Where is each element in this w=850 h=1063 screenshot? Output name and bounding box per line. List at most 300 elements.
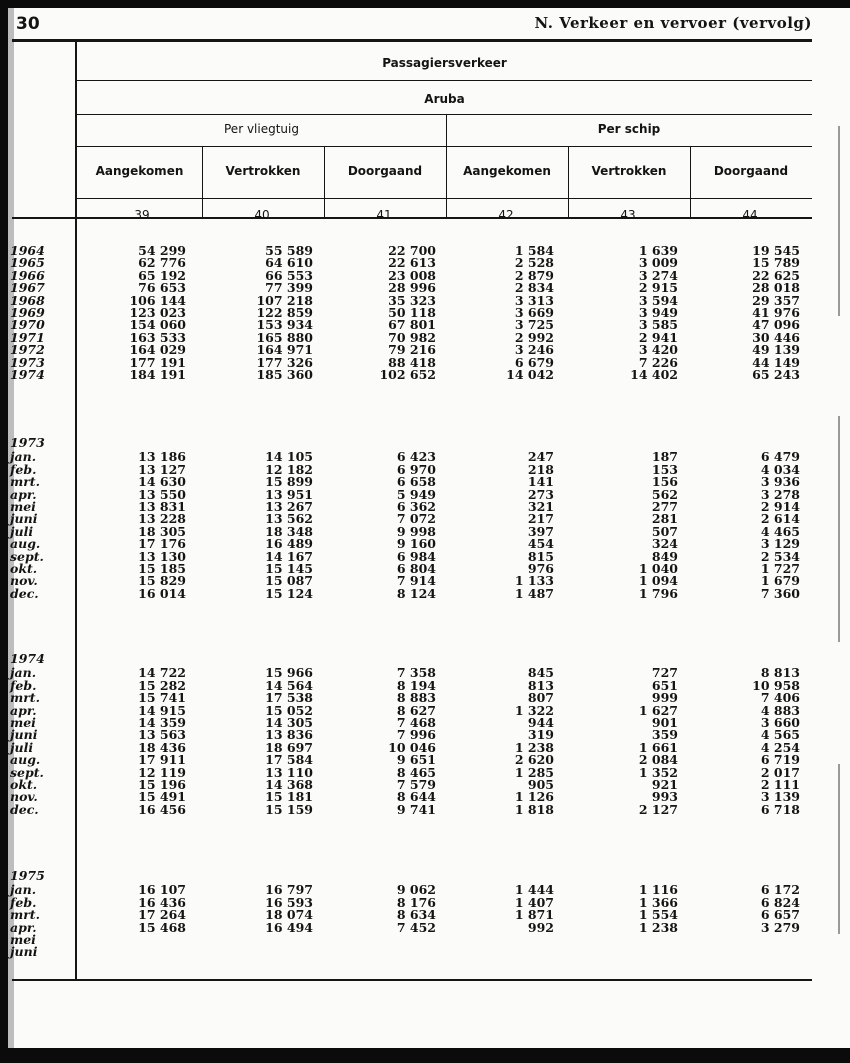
table-cell: 18 305 [138,523,186,539]
row-label: 1972 [10,342,45,358]
table-cell: 10 958 [752,677,800,693]
row-label: apr. [10,486,37,502]
table-cell: 14 305 [265,715,313,730]
table-cell: 18 348 [265,523,313,539]
row-label: nov. [10,573,38,589]
table-cell: 15 087 [265,573,313,589]
table-cell: 17 911 [138,752,186,768]
table-cell: 14 368 [265,777,313,792]
table-cell: 1 871 [514,907,554,923]
table-cell: 23 008 [388,267,436,283]
table-cell: 14 630 [138,474,186,490]
margin-bracket [826,416,840,642]
header-aruba: Aruba [424,92,465,106]
table-cell: 1 661 [638,739,678,755]
table-cell: 66 553 [265,267,313,283]
table-bottom-rule [12,979,812,981]
table-cell: 15 966 [265,665,313,681]
table-cell: 8 124 [396,585,436,601]
table-cell: 16 014 [138,585,186,601]
row-label: aug. [10,536,41,552]
document-page [8,8,850,1048]
col-number-43: 43 [620,208,636,222]
table-cell: 13 267 [265,499,313,514]
table-cell: 28 996 [388,280,436,296]
table-cell: 15 181 [265,789,313,805]
row-label: 1974 [10,367,45,382]
table-cell: 1 818 [514,801,554,817]
table-cell: 277 [651,499,678,514]
table-cell: 13 562 [265,511,313,527]
table-cell: 7 072 [396,511,436,527]
row-label: juni [10,727,38,743]
table-cell: 14 564 [265,677,313,693]
table-cell: 76 653 [138,280,186,296]
table-cell: 16 456 [138,801,186,817]
table-cell: 15 282 [138,677,186,693]
table-cell: 16 489 [265,536,313,552]
col-header-doorgaand-air: Doorgaand [347,164,423,178]
table-cell: 9 651 [396,752,436,768]
table-cell: 15 124 [265,585,313,601]
table-cell: 3 129 [760,536,800,552]
table-cell: 163 533 [129,329,186,345]
table-cell: 156 [651,474,678,490]
table-cell: 1 352 [638,764,678,780]
table-cell: 1 322 [514,702,554,718]
table-cell: 8 883 [396,690,436,706]
table-cell: 3 279 [760,919,800,935]
table-cell: 15 185 [138,561,186,576]
col-number-42: 42 [498,208,514,222]
table-cell: 397 [527,523,554,539]
table-cell: 15 145 [265,561,313,576]
col-divider-5 [690,146,691,218]
table-cell: 1 444 [514,882,554,898]
table-cell: 1 487 [514,585,554,601]
table-cell: 106 144 [129,292,186,308]
table-cell: 1 238 [638,919,678,935]
col-header-vertrokken-air: Vertrokken [225,164,301,178]
table-cell: 15 052 [265,702,313,718]
table-cell: 7 360 [760,585,800,601]
row-label: 1973 [10,354,45,370]
table-cell: 2 914 [760,499,800,514]
table-cell: 6 719 [760,752,800,768]
table-cell: 88 418 [388,354,436,370]
table-cell: 1 407 [514,894,554,910]
col-divider-4 [568,146,569,218]
table-cell: 65 192 [138,267,186,283]
table-cell: 12 119 [138,764,186,780]
table-cell: 3 949 [638,305,678,320]
row-label: 1970 [10,317,45,333]
table-cell: 44 149 [752,354,800,370]
page-number: 30 [16,14,40,34]
table-cell: 3 669 [514,305,554,320]
table-cell: 319 [527,727,554,743]
margin-bracket [826,126,840,316]
table-cell: 3 725 [514,317,554,333]
table-cell: 153 [651,461,678,477]
table-cell: 321 [527,499,554,514]
table-cell: 6 362 [396,499,436,514]
page-title: N. Verkeer en vervoer (vervolg) [534,14,812,32]
table-cell: 217 [527,511,554,527]
table-cell: 13 563 [138,727,186,743]
table-cell: 8 813 [760,665,800,681]
table-cell: 29 357 [752,292,800,308]
table-cell: 14 042 [506,367,554,382]
table-cell: 7 468 [396,715,436,730]
table-cell: 70 982 [388,329,436,345]
table-cell: 13 951 [265,486,313,502]
table-cell: 185 360 [256,367,313,382]
table-cell: 281 [651,511,678,527]
table-cell: 6 804 [396,561,436,576]
table-cell: 1 126 [514,789,554,805]
table-cell: 3 420 [638,342,678,358]
table-cell: 18 074 [265,907,313,923]
table-cell: 47 096 [752,317,800,333]
table-cell: 3 278 [760,486,800,502]
table-cell: 2 614 [760,511,800,527]
col-number-39: 39 [134,208,150,222]
row-label: nov. [10,789,38,805]
col-header-doorgaand-ship: Doorgaand [713,164,789,178]
table-cell: 1 094 [638,573,678,589]
table-cell: 12 182 [265,461,313,477]
table-cell: 3 009 [638,255,678,271]
row-label: mrt. [10,907,40,923]
table-cell: 18 436 [138,739,186,755]
table-cell: 7 579 [396,777,436,792]
table-cell: 815 [527,548,554,564]
table-cell: 1 727 [760,561,800,576]
table-cell: 17 538 [265,690,313,706]
table-cell: 999 [651,690,678,706]
row-label: sept. [10,548,44,564]
table-cell: 13 110 [265,764,313,780]
table-cell: 9 998 [396,523,436,539]
table-cell: 849 [651,548,678,564]
row-label: 1965 [10,255,45,271]
table-cell: 4 883 [760,702,800,718]
table-cell: 273 [527,486,554,502]
table-cell: 15 468 [138,919,186,935]
row-label: apr. [10,702,37,718]
table-cell: 154 060 [129,317,186,333]
table-cell: 2 879 [514,267,554,283]
row-label: mrt. [10,690,40,706]
table-cell: 13 130 [138,548,186,564]
table-cell: 2 941 [638,329,678,345]
table-cell: 6 984 [396,548,436,564]
table-cell: 5 949 [396,486,436,502]
table-cell: 247 [527,449,554,465]
col-divider-2 [324,146,325,218]
table-cell: 30 446 [752,329,800,345]
table-cell: 1 366 [638,894,678,910]
table-cell: 54 299 [138,243,186,258]
table-cell: 6 718 [760,801,800,817]
table-cell: 18 697 [265,739,313,755]
table-cell: 177 326 [256,354,313,370]
table-cell: 2 127 [638,801,678,817]
row-label: juni [10,511,38,527]
header-per-schip: Per schip [597,122,661,136]
table-cell: 16 797 [265,882,313,898]
table-cell: 22 625 [752,267,800,283]
table-cell: 65 243 [752,367,800,382]
table-cell: 4 465 [760,523,800,539]
header-rule-4 [77,198,812,199]
table-cell: 16 494 [265,919,313,935]
col-header-aangekomen-ship: Aangekomen [463,164,551,178]
table-cell: 8 644 [396,789,436,805]
table-cell: 6 970 [396,461,436,477]
row-label: juni [10,944,38,960]
table-cell: 4 565 [760,727,800,743]
table-cell: 2 017 [760,764,800,780]
table-cell: 15 159 [265,801,313,817]
table-cell: 1 238 [514,739,554,755]
table-cell: 17 176 [138,536,186,552]
table-cell: 13 550 [138,486,186,502]
table-cell: 3 274 [638,267,678,283]
table-cell: 1 584 [514,243,554,258]
table-cell: 2 915 [638,280,678,296]
table-cell: 992 [527,919,554,935]
table-cell: 218 [527,461,554,477]
table-cell: 187 [651,449,678,465]
col-header-vertrokken-ship: Vertrokken [591,164,667,178]
table-cell: 13 127 [138,461,186,477]
table-cell: 164 029 [129,342,186,358]
table-cell: 7 358 [396,665,436,681]
table-cell: 79 216 [388,342,436,358]
table-cell: 184 191 [129,367,186,382]
table-cell: 1 627 [638,702,678,718]
table-cell: 14 722 [138,665,186,681]
table-cell: 164 971 [256,342,313,358]
table-cell: 6 679 [514,354,554,370]
header-rule-3 [77,146,812,147]
table-cell: 1 554 [638,907,678,923]
stub-divider [75,41,77,981]
table-cell: 14 402 [630,367,678,382]
row-label: sept. [10,764,44,780]
table-cell: 13 228 [138,511,186,527]
table-cell: 3 660 [760,715,800,730]
table-cell: 2 834 [514,280,554,296]
table-cell: 727 [651,665,678,681]
table-cell: 324 [651,536,678,552]
table-cell: 6 172 [760,882,800,898]
table-cell: 16 593 [265,894,313,910]
table-cell: 55 589 [265,243,313,258]
table-cell: 7 406 [760,690,800,706]
table-cell: 8 465 [396,764,436,780]
table-cell: 921 [651,777,678,792]
table-cell: 122 859 [256,305,313,320]
table-cell: 993 [651,789,678,805]
col-number-44: 44 [742,208,758,222]
table-cell: 7 996 [396,727,436,743]
row-label: mei [10,499,36,514]
col-header-aangekomen-air: Aangekomen [95,164,184,178]
table-cell: 454 [527,536,554,552]
table-cell: 141 [527,474,554,490]
table-cell: 2 111 [760,777,800,792]
row-label: feb. [10,677,37,693]
table-cell: 359 [651,727,678,743]
table-cell: 6 657 [760,907,800,923]
row-label: dec. [10,585,39,601]
table-cell: 507 [651,523,678,539]
table-cell: 15 789 [752,255,800,271]
header-rule-1 [77,80,812,81]
table-cell: 107 218 [256,292,313,308]
table-cell: 976 [527,561,554,576]
header-per-vliegtuig: Per vliegtuig [224,122,299,136]
table-cell: 64 610 [265,255,313,271]
table-cell: 13 186 [138,449,186,465]
table-cell: 1 639 [638,243,678,258]
table-cell: 1 285 [514,764,554,780]
table-cell: 3 936 [760,474,800,490]
row-label: dec. [10,801,39,817]
table-cell: 49 139 [752,342,800,358]
table-cell: 4 034 [760,461,800,477]
table-cell: 50 118 [388,305,436,320]
row-label: jan. [10,882,37,898]
table-cell: 153 934 [256,317,313,333]
table-cell: 651 [651,677,678,693]
table-cell: 22 700 [388,243,436,258]
table-cell: 22 613 [388,255,436,271]
table-cell: 67 801 [388,317,436,333]
table-cell: 6 824 [760,894,800,910]
table-cell: 3 246 [514,342,554,358]
table-cell: 102 652 [379,367,436,382]
row-label: mrt. [10,474,40,490]
table-cell: 1 116 [638,882,678,898]
col-number-41: 41 [376,208,392,222]
section-year-label: 1975 [10,868,45,883]
row-label: apr. [10,919,37,935]
row-label: 1968 [10,292,45,308]
table-cell: 2 534 [760,548,800,564]
row-label: jan. [10,449,37,465]
header-passagiersverkeer: Passagiersverkeer [382,56,507,70]
table-cell: 9 062 [396,882,436,898]
table-cell: 3 313 [514,292,554,308]
table-cell: 7 914 [396,573,436,589]
table-cell: 123 023 [129,305,186,320]
row-label: 1967 [10,280,45,296]
table-cell: 562 [651,486,678,502]
section-year-label: 1974 [10,651,45,666]
table-cell: 2 620 [514,752,554,768]
table-cell: 10 046 [388,739,436,755]
table-cell: 7 226 [638,354,678,370]
table-cell: 905 [527,777,554,792]
table-cell: 165 880 [256,329,313,345]
table-cell: 8 627 [396,702,436,718]
table-cell: 15 196 [138,777,186,792]
table-cell: 15 741 [138,690,186,706]
table-cell: 28 018 [752,280,800,296]
table-cell: 8 176 [396,894,436,910]
row-label: 1966 [10,267,45,283]
table-cell: 2 528 [514,255,554,271]
row-label: okt. [10,561,38,576]
row-label: 1964 [10,243,45,258]
table-cell: 14 105 [265,449,313,465]
col-divider-1 [202,146,203,218]
margin-bracket [826,764,840,934]
row-label: okt. [10,777,38,792]
table-cell: 15 829 [138,573,186,589]
table-cell: 2 992 [514,329,554,345]
row-label: mei [10,932,36,947]
row-label: 1969 [10,305,45,320]
table-cell: 3 594 [638,292,678,308]
table-cell: 845 [527,665,554,681]
row-label: 1971 [10,329,45,345]
row-label: juli [10,739,34,755]
table-cell: 35 323 [388,292,436,308]
row-label: feb. [10,461,37,477]
table-cell: 14 167 [265,548,313,564]
row-label: jan. [10,665,37,681]
table-cell: 13 836 [265,727,313,743]
section-year-label: 1973 [10,435,45,450]
table-cell: 2 084 [638,752,678,768]
row-label: aug. [10,752,41,768]
table-cell: 13 831 [138,499,186,514]
table-cell: 3 585 [638,317,678,333]
table-cell: 17 264 [138,907,186,923]
table-cell: 813 [527,677,554,693]
table-cell: 7 452 [396,919,436,935]
table-cell: 1 040 [638,561,678,576]
table-cell: 1 679 [760,573,800,589]
table-cell: 4 254 [760,739,800,755]
table-cell: 15 899 [265,474,313,490]
table-cell: 6 479 [760,449,800,465]
table-cell: 6 658 [396,474,436,490]
table-cell: 3 139 [760,789,800,805]
table-cell: 19 545 [752,243,800,258]
table-cell: 9 160 [396,536,436,552]
table-cell: 1 796 [638,585,678,601]
table-cell: 901 [651,715,678,730]
table-cell: 14 359 [138,715,186,730]
table-cell: 8 194 [396,677,436,693]
table-cell: 9 741 [396,801,436,817]
table-cell: 16 436 [138,894,186,910]
table-cell: 177 191 [129,354,186,370]
table-cell: 807 [527,690,554,706]
row-label: mei [10,715,36,730]
table-cell: 15 491 [138,789,186,805]
table-top-rule [12,39,812,42]
table-cell: 944 [527,715,554,730]
table-cell: 14 915 [138,702,186,718]
table-cell: 8 634 [396,907,436,923]
